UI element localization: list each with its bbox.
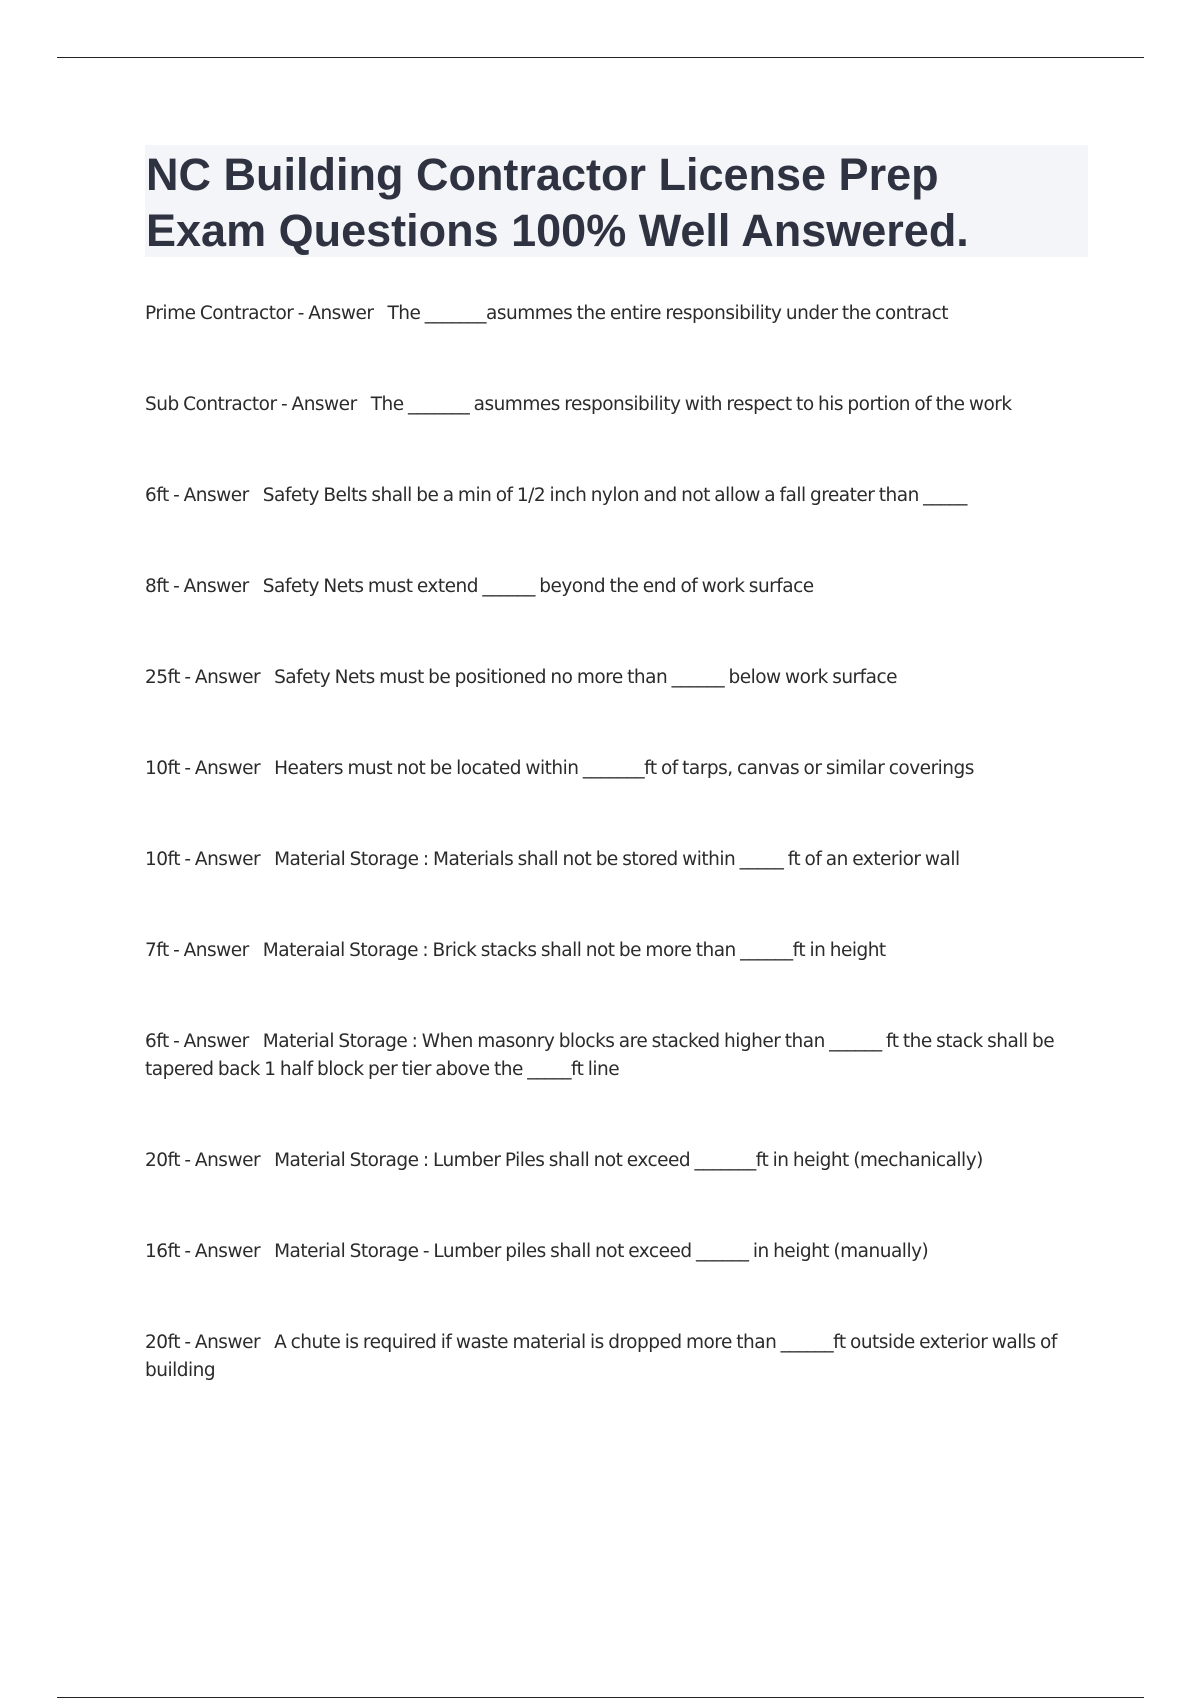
qa-answer: 10ft - Answer: [145, 849, 261, 870]
qa-question: Safety Belts shall be a min of 1/2 inch nylon and not allow a fall greater than _____: [262, 485, 967, 506]
qa-answer: 6ft - Answer: [145, 485, 249, 506]
title-line-2: Exam Questions 100% Well Answered.: [146, 205, 969, 256]
qa-item: [145, 1329, 1095, 1385]
qa-answer: 7ft - Answer: [145, 940, 249, 961]
qa-item: [145, 664, 1095, 692]
qa-answer: 10ft - Answer: [145, 758, 261, 779]
qa-question: The _______asummes the entire responsibility under the contract: [387, 303, 949, 324]
qa-question: Material Storage : Lumber Piles shall not exceed _______ft in height (mechanically): [274, 1150, 983, 1171]
qa-answer: 16ft - Answer: [145, 1241, 261, 1262]
qa-item: [145, 1028, 1095, 1084]
qa-answer: 6ft - Answer: [145, 1031, 249, 1052]
qa-item: [145, 937, 1095, 965]
qa-item: [145, 1238, 1095, 1266]
qa-item: [145, 573, 1095, 601]
qa-question: Materaial Storage : Brick stacks shall not be more than ______ft in height: [262, 940, 886, 961]
qa-item: [145, 755, 1095, 783]
title-line-1: NC Building Contractor License Prep: [146, 149, 939, 200]
title-block: [145, 145, 1088, 257]
qa-question: Safety Nets must extend ______ beyond the end of work surface: [262, 576, 814, 597]
qa-answer: Sub Contractor - Answer: [145, 394, 357, 415]
qa-question: Material Storage : Materials shall not be stored within _____ ft of an exterior wall: [274, 849, 960, 870]
qa-answer: 20ft - Answer: [145, 1332, 261, 1353]
qa-item: [145, 391, 1095, 419]
qa-answer: 25ft - Answer: [145, 667, 261, 688]
qa-question: Material Storage : When masonry blocks are stacked higher than ______ ft the stack shall be tapered back 1 half block per tier above the _____ft line: [145, 1031, 1055, 1080]
qa-question: Material Storage - Lumber piles shall not exceed ______ in height (manually): [274, 1241, 929, 1262]
footer-rule: [57, 1697, 1144, 1698]
qa-item: [145, 846, 1095, 874]
qa-question: Heaters must not be located within _______ft of tarps, canvas or similar coverings: [274, 758, 974, 779]
qa-question: Safety Nets must be positioned no more than ______ below work surface: [274, 667, 898, 688]
header-rule: [57, 57, 1144, 58]
qa-item: [145, 300, 1095, 328]
document-title: [145, 145, 1088, 259]
qa-item: [145, 1147, 1095, 1175]
qa-answer: 20ft - Answer: [145, 1150, 261, 1171]
qa-answer: 8ft - Answer: [145, 576, 249, 597]
qa-answer: Prime Contractor - Answer: [145, 303, 374, 324]
qa-question: The _______ asummes responsibility with respect to his portion of the work: [370, 394, 1012, 415]
qa-item: [145, 482, 1095, 510]
qa-question: A chute is required if waste material is dropped more than ______ft outside exterior walls of building: [145, 1332, 1057, 1381]
